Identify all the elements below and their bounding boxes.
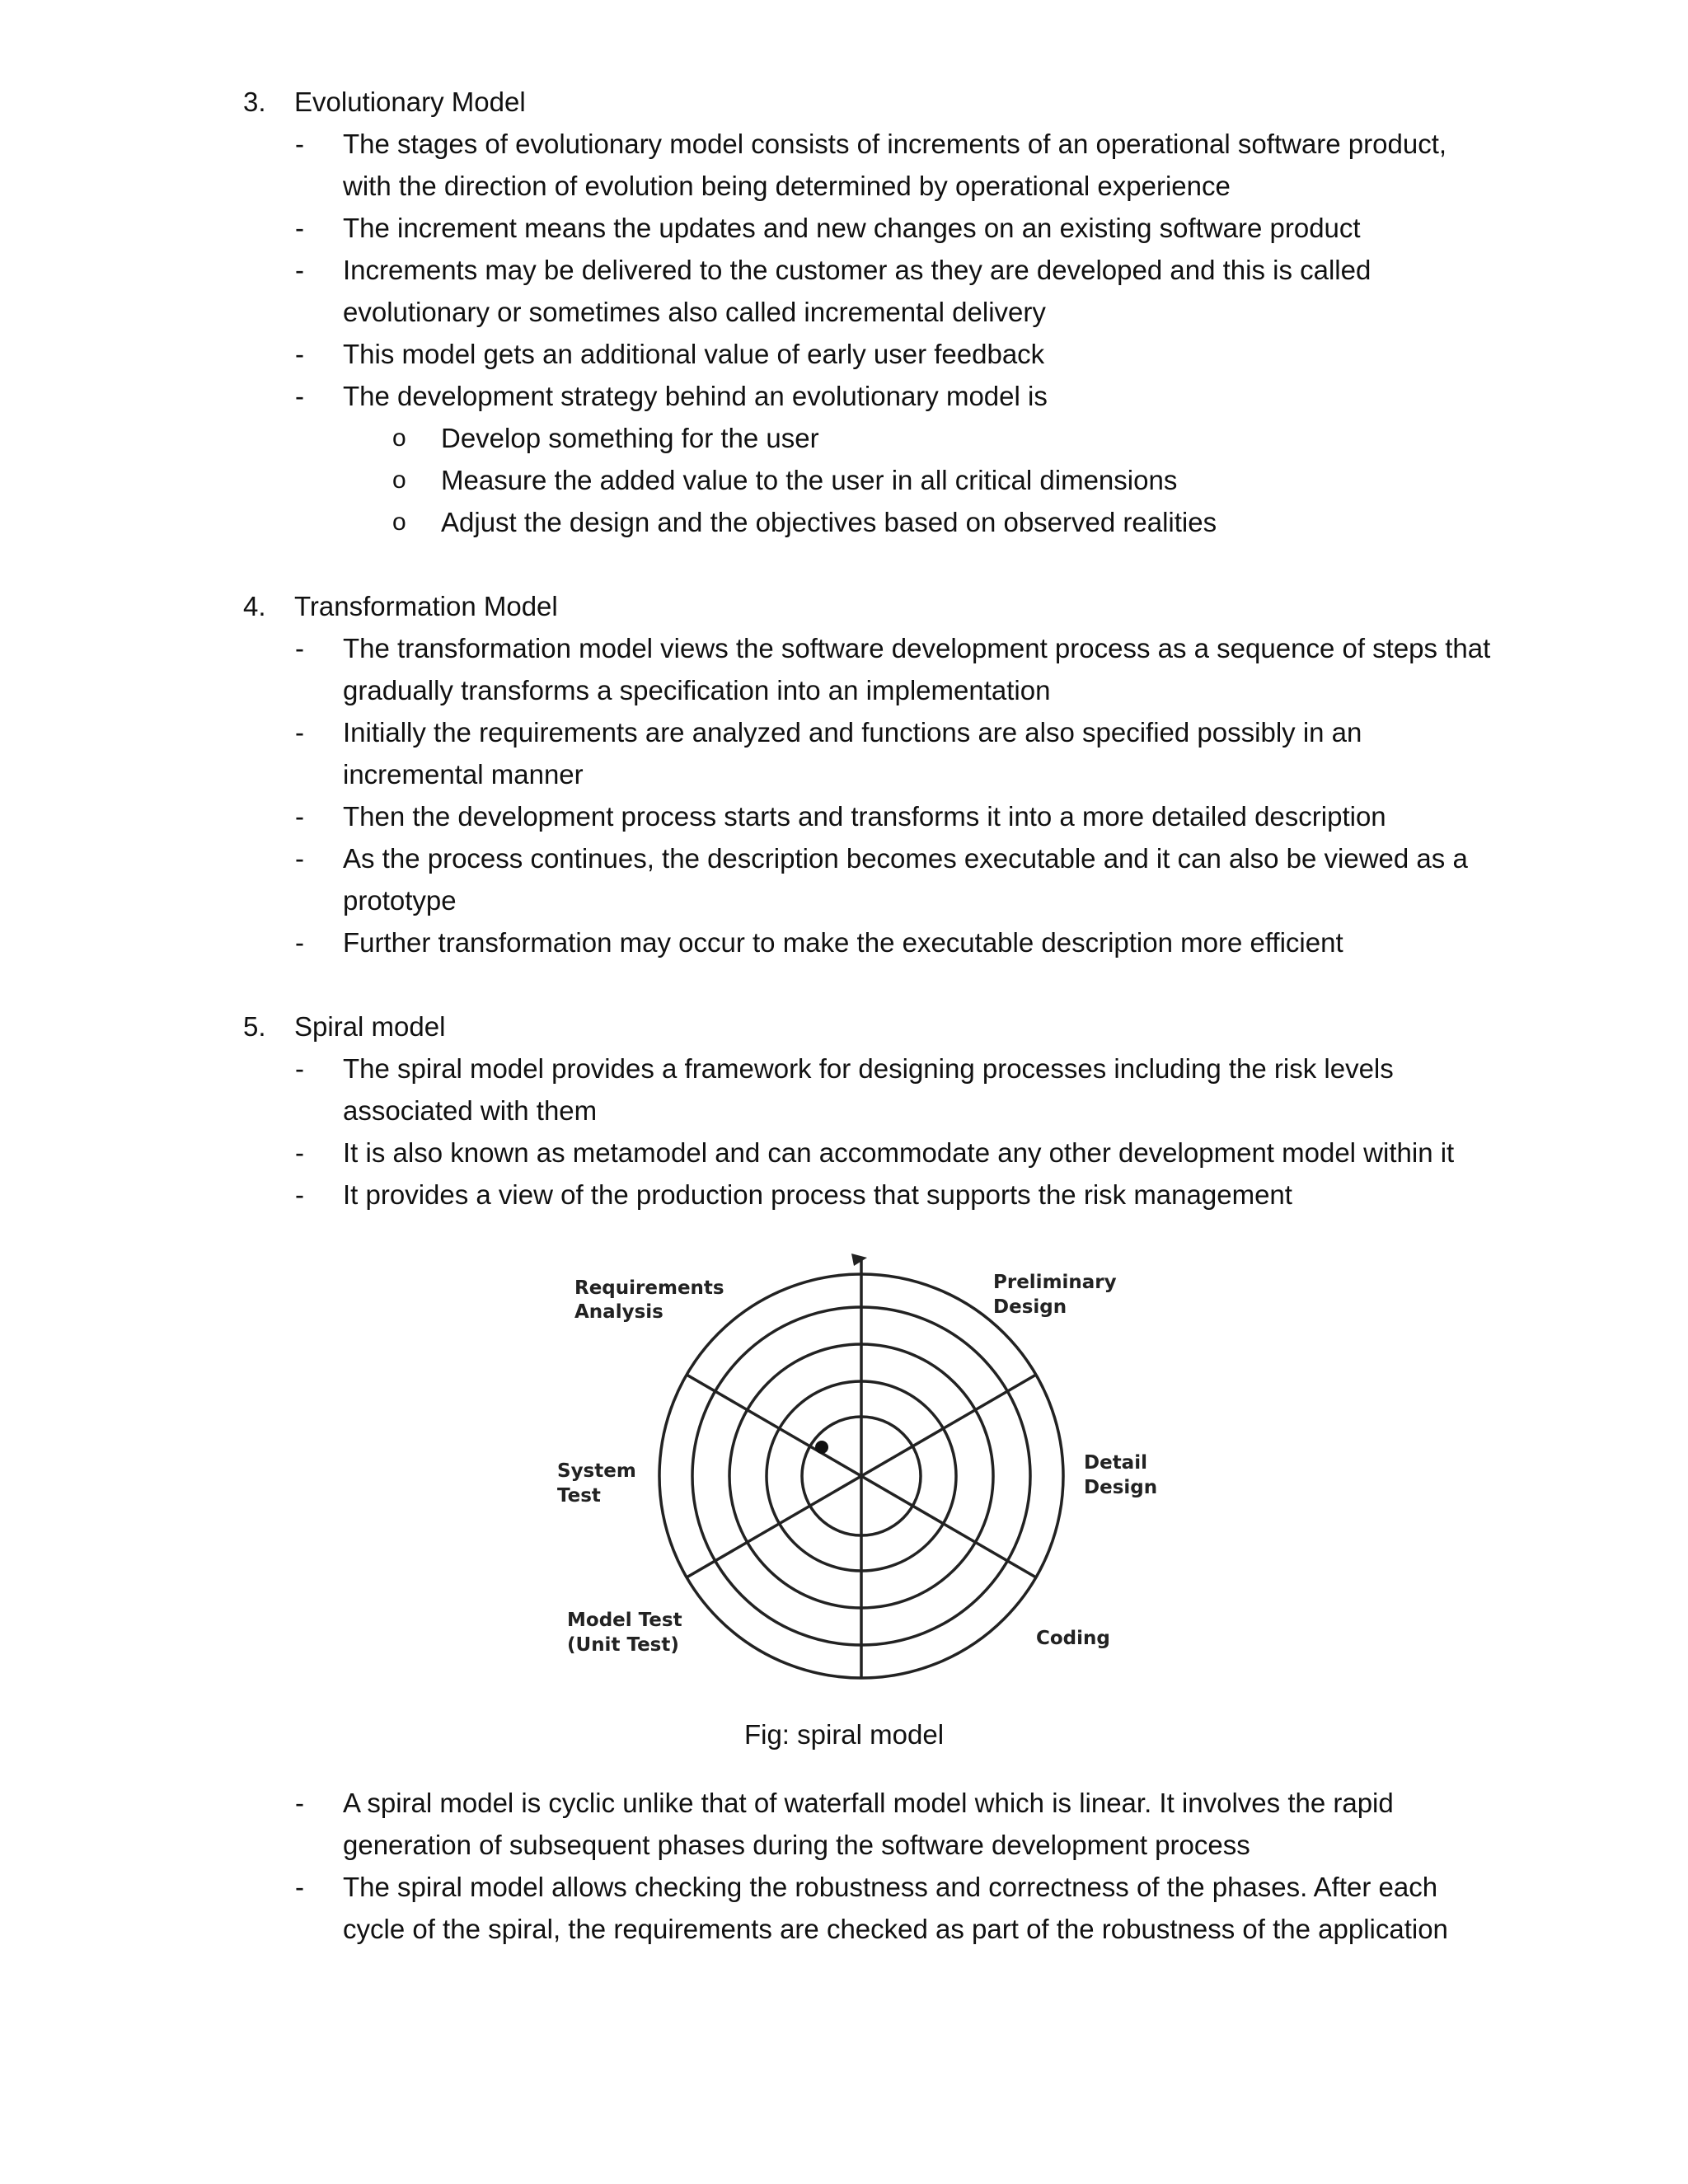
label-design: Design — [1084, 1477, 1158, 1498]
bullet-text: The increment means the updates and new changes on an existing software product — [343, 213, 1361, 243]
section-title-transformation: Transformation Model — [294, 591, 558, 621]
sub-bullet-marker: o — [392, 424, 406, 452]
sub-bullet-text: Measure the added value to the user in all critical dimensions — [441, 465, 1178, 495]
bullet-text: Increments may be delivered to the customer as they are developed and this is called — [343, 255, 1372, 285]
section-number: 5. — [243, 1011, 266, 1042]
bullet-text: gradually transforms a specification into an implementation — [343, 675, 1051, 705]
label-design: Design — [993, 1296, 1067, 1318]
bullet-text: incremental manner — [343, 759, 584, 790]
bullet-text: cycle of the spiral, the requirements are checked as part of the robustness of the application — [343, 1914, 1448, 1944]
label-requirements: Requirements — [574, 1277, 724, 1299]
bullet-dash: - — [295, 927, 304, 958]
sub-bullet-text: Develop something for the user — [441, 423, 819, 453]
bullet-dash: - — [295, 633, 304, 663]
bullet-text: The spiral model provides a framework for designing processes including the risk levels — [343, 1053, 1394, 1084]
bullet-dash: - — [295, 339, 304, 369]
bullet-dash: - — [295, 1137, 304, 1168]
label-model-test: Model Test — [567, 1610, 682, 1631]
section-title-evolutionary: Evolutionary Model — [294, 87, 526, 117]
label-detail: Detail — [1084, 1452, 1147, 1474]
spiral-arrowhead — [851, 1254, 867, 1266]
label-unit-test: (Unit Test) — [567, 1634, 679, 1656]
bullet-dash: - — [295, 381, 304, 411]
bullet-text: As the process continues, the description becomes executable and it can also be viewed as a — [343, 843, 1468, 874]
sub-bullet-text: Adjust the design and the objectives based on observed realities — [441, 507, 1217, 537]
bullet-text: The development strategy behind an evolutionary model is — [343, 381, 1048, 411]
spiral-model-diagram — [544, 1244, 1170, 1681]
bullet-dash: - — [295, 1872, 304, 1902]
bullet-text: The stages of evolutionary model consists of increments of an operational software product, — [343, 129, 1447, 159]
label-preliminary: Preliminary — [993, 1272, 1117, 1293]
bullet-dash: - — [295, 843, 304, 874]
bullet-text: Initially the requirements are analyzed and functions are also specified possibly in an — [343, 717, 1362, 748]
bullet-text: It is also known as metamodel and can accommodate any other development model within it — [343, 1137, 1455, 1168]
bullet-text: This model gets an additional value of early user feedback — [343, 339, 1045, 369]
bullet-text: prototype — [343, 885, 457, 916]
sub-bullet-marker: o — [392, 509, 406, 536]
section-number: 4. — [243, 591, 266, 621]
bullet-dash: - — [295, 801, 304, 832]
label-test: Test — [557, 1485, 601, 1507]
bullet-dash: - — [295, 1053, 304, 1084]
bullet-text: The spiral model allows checking the robustness and correctness of the phases. After each — [343, 1872, 1438, 1902]
bullet-text: The transformation model views the software development process as a sequence of steps that — [343, 633, 1491, 663]
bullet-text: A spiral model is cyclic unlike that of waterfall model which is linear. It involves the rapid — [343, 1788, 1394, 1818]
bullet-text: associated with them — [343, 1095, 598, 1126]
spiral-start-dot — [815, 1441, 828, 1454]
label-system: System — [557, 1460, 636, 1482]
bullet-text: generation of subsequent phases during the software development process — [343, 1830, 1250, 1860]
sub-bullet-marker: o — [392, 466, 406, 494]
bullet-dash: - — [295, 255, 304, 285]
bullet-dash: - — [295, 213, 304, 243]
bullet-text: evolutionary or sometimes also called incremental delivery — [343, 297, 1046, 327]
bullet-dash: - — [295, 1179, 304, 1210]
label-coding: Coding — [1036, 1628, 1110, 1649]
bullet-dash: - — [295, 1788, 304, 1818]
label-analysis: Analysis — [574, 1301, 663, 1323]
bullet-text: Then the development process starts and transforms it into a more detailed description — [343, 801, 1386, 832]
bullet-dash: - — [295, 129, 304, 159]
section-number: 3. — [243, 87, 266, 117]
bullet-text: Further transformation may occur to make the executable description more efficient — [343, 927, 1343, 958]
bullet-dash: - — [295, 717, 304, 748]
bullet-text: with the direction of evolution being determined by operational experience — [343, 171, 1231, 201]
section-title-spiral: Spiral model — [294, 1011, 446, 1042]
bullet-text: It provides a view of the production process that supports the risk management — [343, 1179, 1292, 1210]
figure-caption: Fig: spiral model — [743, 1719, 945, 1750]
